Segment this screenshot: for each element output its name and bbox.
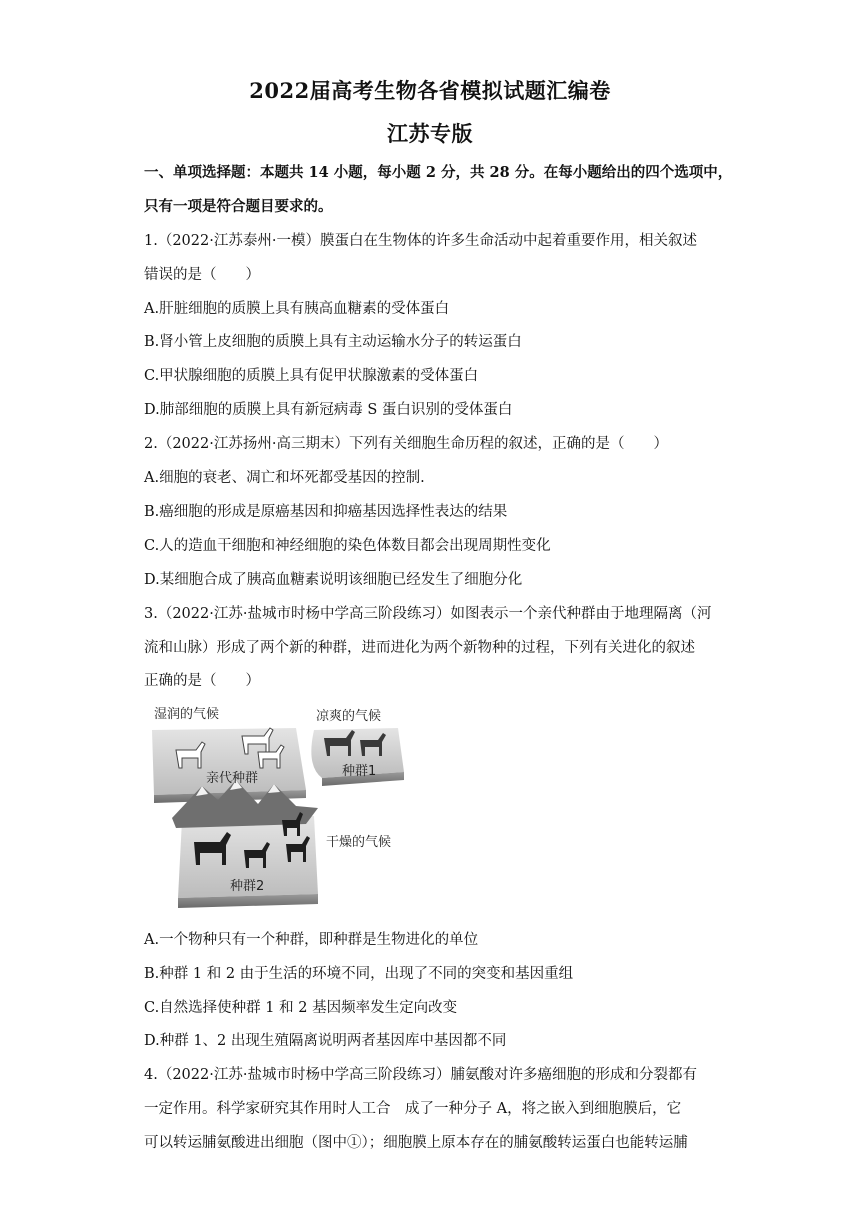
doc-title: 2022届高考生物各省模拟试题汇编卷 [249, 78, 611, 103]
q4-stem-line2: 一定作用。科学家研究其作用时人工合 成了一种分子 A，将之嵌入到细胞膜后，它 [144, 1101, 682, 1117]
q2-option-b: B.癌细胞的形成是原癌基因和抑癌基因选择性表达的结果 [144, 504, 508, 520]
q3-option-c: C.自然选择使种群 1 和 2 基因频率发生定向改变 [144, 1000, 458, 1016]
q4-stem-line1: 4.（2022·江苏·盐城市时杨中学高三阶段练习）脯氨酸对许多癌细胞的形成和分裂都有 [144, 1067, 697, 1083]
q3-stem-line2: 流和山脉）形成了两个新的种群，进而进化为两个新物种的过程，下列有关进化的叙述 [144, 640, 695, 656]
q1-option-c: C.甲状腺细胞的质膜上具有促甲状腺激素的受体蛋白 [144, 368, 479, 384]
q4-stem-line3: 可以转运脯氨酸进出细胞（图中①）；细胞膜上原本存在的脯氨酸转运蛋白也能转运脯 [144, 1135, 688, 1151]
q3-option-a: A.一个物种只有一个种群，即种群是生物进化的单位 [144, 932, 479, 948]
section-heading-line2: 只有一项是符合题目要求的。 [144, 198, 333, 215]
label-dry-climate: 干燥的气候 [326, 835, 392, 850]
speciation-figure [146, 700, 416, 912]
q1-option-d: D.肺部细胞的质膜上具有新冠病毒 S 蛋白识别的受体蛋白 [144, 402, 513, 418]
q2-option-c: C.人的造血干细胞和神经细胞的染色体数目都会出现周期性变化 [144, 538, 551, 554]
q3-stem-line1: 3.（2022·江苏·盐城市时杨中学高三阶段练习）如图表示一个亲代种群由于地理隔离（河 [144, 606, 712, 622]
q2-option-a: A.细胞的衰老、凋亡和坏死都受基因的控制. [144, 470, 425, 486]
label-cool-climate: 凉爽的气候 [316, 709, 382, 724]
q3-option-d: D.种群 1、2 出现生殖隔离说明两者基因库中基因都不同 [144, 1033, 507, 1049]
q2-option-d: D.某细胞合成了胰高血糖素说明该细胞已经发生了细胞分化 [144, 572, 523, 588]
label-population-1: 种群1 [342, 764, 377, 779]
q1-stem-line2: 错误的是（ ） [144, 267, 260, 283]
q3-option-b: B.种群 1 和 2 由于生活的环境不同，出现了不同的突变和基因重组 [144, 966, 574, 982]
section-heading-line1: 一、单项选择题：本题共 14 小题，每小题 2 分，共 28 分。在每小题给出的四个选项中， [144, 164, 733, 181]
label-humid-climate: 湿润的气候 [154, 707, 220, 722]
label-parent-population: 亲代种群 [206, 771, 259, 786]
label-population-2: 种群2 [230, 879, 265, 894]
q3-stem-line3: 正确的是（ ） [144, 673, 260, 689]
q1-stem-line1: 1.（2022·江苏泰州·一模）膜蛋白在生物体的许多生命活动中起着重要作用，相关叙述 [144, 233, 697, 249]
q1-option-b: B.肾小管上皮细胞的质膜上具有主动运输水分子的转运蛋白 [144, 334, 522, 350]
q1-option-a: A.肝脏细胞的质膜上具有胰高血糖素的受体蛋白 [144, 301, 450, 317]
q2-stem-line1: 2.（2022·江苏扬州·高三期末）下列有关细胞生命历程的叙述，正确的是（ ） [144, 436, 668, 452]
doc-subtitle: 江苏专版 [387, 121, 473, 146]
